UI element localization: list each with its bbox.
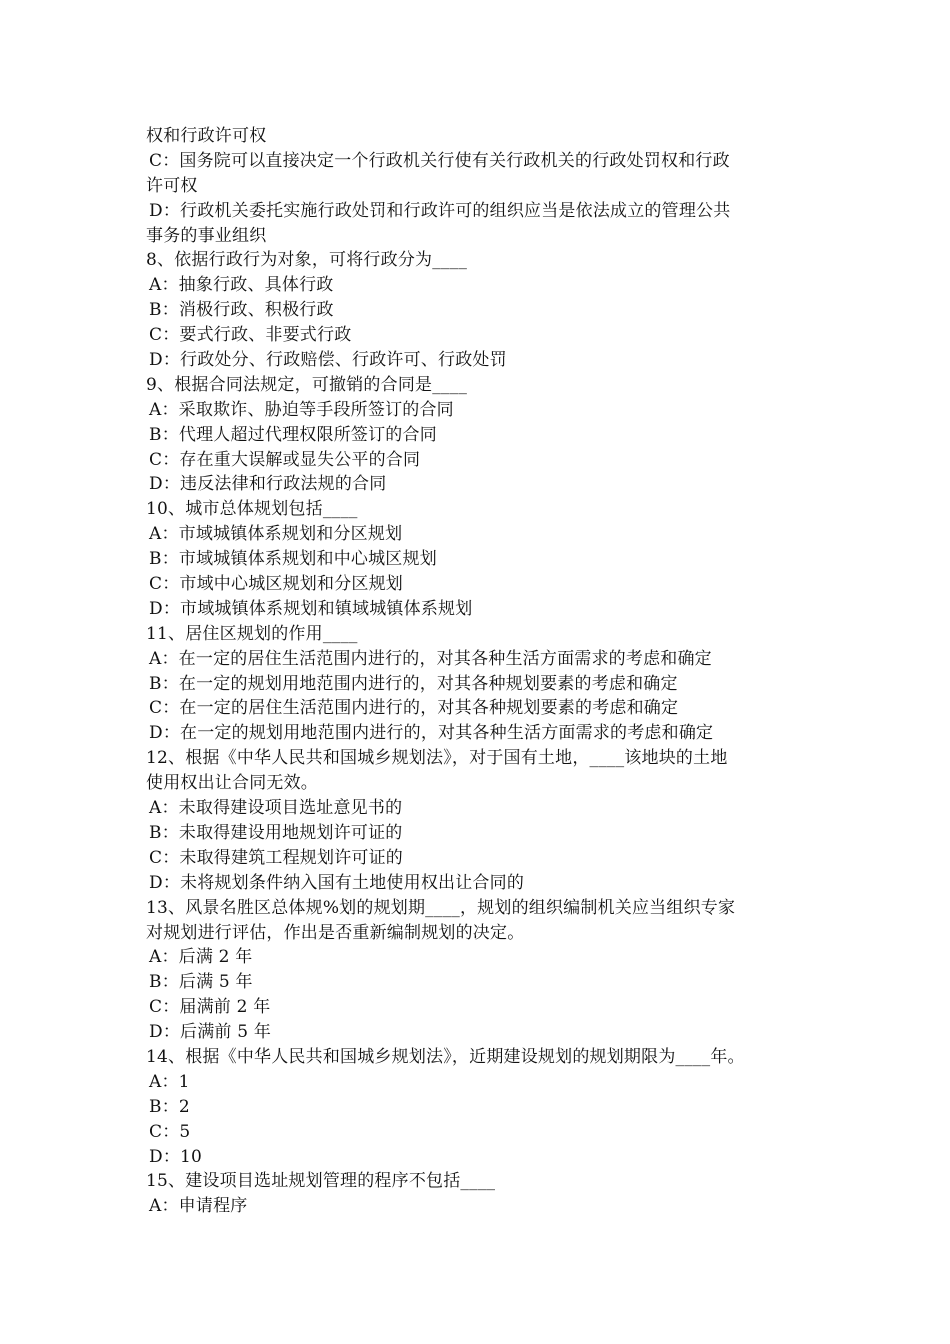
answer-option: B：代理人超过代理权限所签订的合同	[149, 424, 437, 445]
text-line: 8、依据行政行为对象，可将行政分为____	[146, 250, 468, 271]
answer-option: D：未将规划条件纳入国有土地使用权出让合同的	[149, 872, 525, 893]
answer-option: C：市域中心城区规划和分区规划	[149, 574, 404, 595]
text-line: 10、城市总体规划包括____	[146, 499, 358, 520]
text-line: 12、根据《中华人民共和国城乡规划法》，对于国有土地，____该地块的土地	[146, 748, 728, 769]
answer-option: D：市域城镇体系规划和镇域城镇体系规划	[149, 598, 473, 619]
answer-option: C：在一定的居住生活范围内进行的，对其各种规划要素的考虑和确定	[149, 698, 679, 719]
answer-option: D：行政机关委托实施行政处罚和行政许可的组织应当是依法成立的管理公共	[149, 200, 731, 221]
text-line: 14、根据《中华人民共和国城乡规划法》，近期建设规划的规划期限为____年。	[146, 1046, 745, 1067]
answer-option: A：未取得建设项目选址意见书的	[149, 798, 403, 819]
answer-option: B：在一定的规划用地范围内进行的，对其各种规划要素的考虑和确定	[149, 673, 678, 694]
answer-option: A：采取欺诈、胁迫等手段所签订的合同	[149, 399, 454, 420]
answer-option: A：在一定的居住生活范围内进行的，对其各种生活方面需求的考虑和确定	[149, 648, 712, 669]
answer-option: D：后满前 5 年	[149, 1022, 272, 1043]
answer-option: A：后满 2 年	[149, 947, 253, 968]
answer-option: D：行政处分、行政赔偿、行政许可、行政处罚	[149, 350, 507, 371]
answer-option: A：1	[149, 1071, 190, 1092]
answer-option: D：在一定的规划用地范围内进行的，对其各种生活方面需求的考虑和确定	[149, 723, 714, 744]
text-line: 事务的事业组织	[146, 225, 267, 246]
text-line: 15、建设项目选址规划管理的程序不包括____	[146, 1171, 496, 1192]
answer-option: B：消极行政、积极行政	[149, 300, 334, 321]
answer-option: B：未取得建设用地规划许可证的	[149, 822, 403, 843]
answer-option: C：存在重大误解或显失公平的合同	[149, 449, 421, 470]
text-line: 对规划进行评估，作出是否重新编制规划的决定。	[146, 922, 525, 943]
answer-option: B：2	[149, 1096, 190, 1117]
answer-option: B：后满 5 年	[149, 972, 253, 993]
answer-option: A：抽象行政、具体行政	[149, 275, 334, 296]
answer-option: A：申请程序	[149, 1196, 248, 1217]
answer-option: A：市域城镇体系规划和分区规划	[149, 524, 403, 545]
text-line: 权和行政许可权	[146, 126, 267, 146]
answer-option: D：违反法律和行政法规的合同	[149, 474, 387, 495]
answer-option: C：届满前 2 年	[149, 997, 271, 1018]
answer-option: C：国务院可以直接决定一个行政机关行使有关行政机关的行政处罚权和行政	[149, 150, 730, 171]
text-line: 13、风景名胜区总体规%划的规划期____，规划的组织编制机关应当组织专家	[146, 897, 736, 918]
text-line: 11、居住区规划的作用____	[146, 623, 358, 644]
text-line: 许可权	[146, 175, 198, 196]
answer-option: D：10	[149, 1146, 203, 1167]
answer-option: C：要式行政、非要式行政	[149, 325, 352, 346]
answer-option: C：5	[149, 1121, 191, 1142]
text-line: 使用权出让合同无效。	[146, 773, 318, 794]
answer-option: B：市域城镇体系规划和中心城区规划	[149, 549, 437, 570]
text-line: 9、根据合同法规定，可撤销的合同是____	[146, 374, 468, 395]
document-body	[146, 124, 810, 1219]
answer-option: C：未取得建筑工程规划许可证的	[149, 847, 404, 868]
